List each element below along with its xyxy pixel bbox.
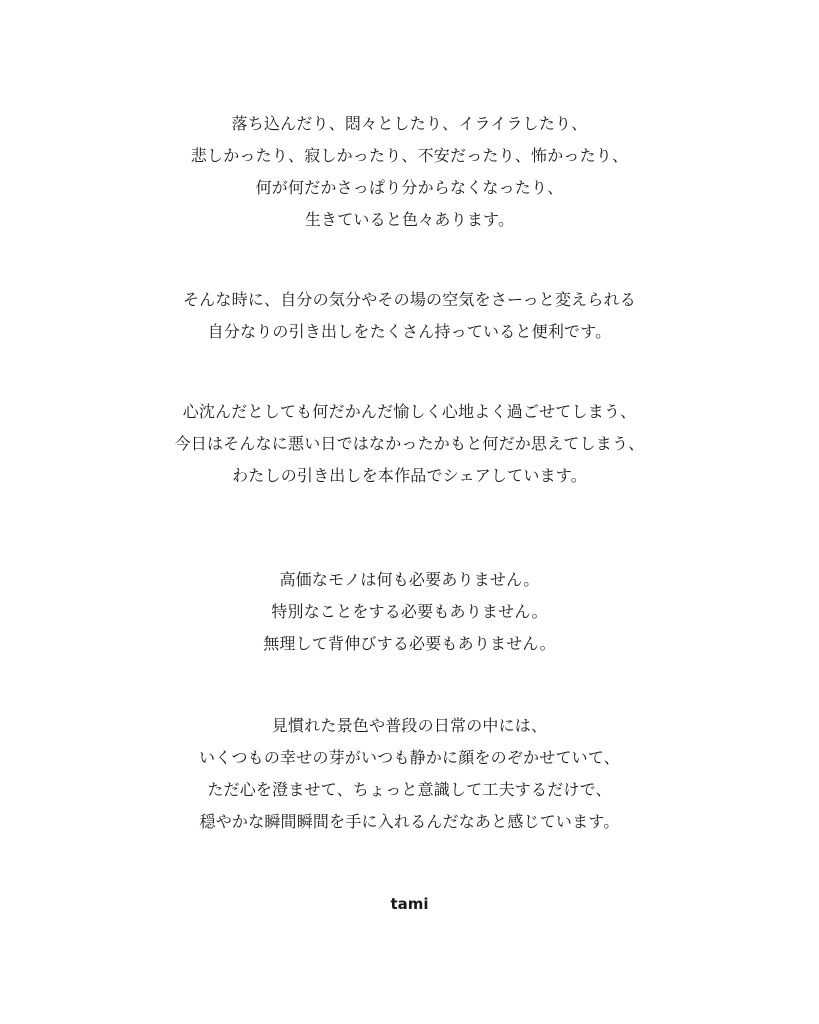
- paragraph-1-line-2: 悲しかったり、寂しかったり、不安だったり、怖かったり、: [190, 146, 629, 165]
- paragraph-1-line-4: 生きていると色々あります。: [304, 210, 515, 229]
- paragraph-1-line-1: 落ち込んだり、悶々としたり、イライラしたり、: [231, 114, 588, 133]
- paragraph-4-line-1: 高価なモノは何も必要ありません。: [279, 570, 540, 589]
- paragraph-3-line-2: 今日はそんなに悪い日ではなかったかもと何だか思えてしまう、: [174, 434, 645, 453]
- paragraph-2-line-2: 自分なりの引き出しをたくさん持っていると便利です。: [207, 322, 612, 341]
- paragraph-1-line-3: 何が何だかさっぱり分からなくなったり、: [255, 178, 564, 197]
- paragraph-5-line-3: ただ心を澄ませて、ちょっと意識して工夫するだけで、: [207, 780, 612, 799]
- author-signature: tami: [390, 895, 429, 913]
- paragraph-3-line-3: わたしの引き出しを本作品でシェアしています。: [232, 466, 587, 485]
- paragraph-5-line-2: いくつもの幸せの芽がいつも静かに顔をのぞかせていて、: [199, 748, 620, 767]
- paragraph-5-line-4: 穏やかな瞬間瞬間を手に入れるんだなあと感じています。: [199, 812, 620, 831]
- paragraph-5-line-1: 見慣れた景色や普段の日常の中には、: [271, 716, 548, 735]
- paragraph-3-line-1: 心沈んだとしても何だかんだ愉しく心地よく過ごせてしまう、: [182, 402, 637, 421]
- paragraph-2-line-1: そんな時に、自分の気分やその場の空気をさーっと変えられる: [183, 290, 636, 309]
- paragraph-4-line-2: 特別なことをする必要もありません。: [271, 602, 548, 621]
- paragraph-4-line-3: 無理して背伸びする必要もありません。: [263, 634, 556, 653]
